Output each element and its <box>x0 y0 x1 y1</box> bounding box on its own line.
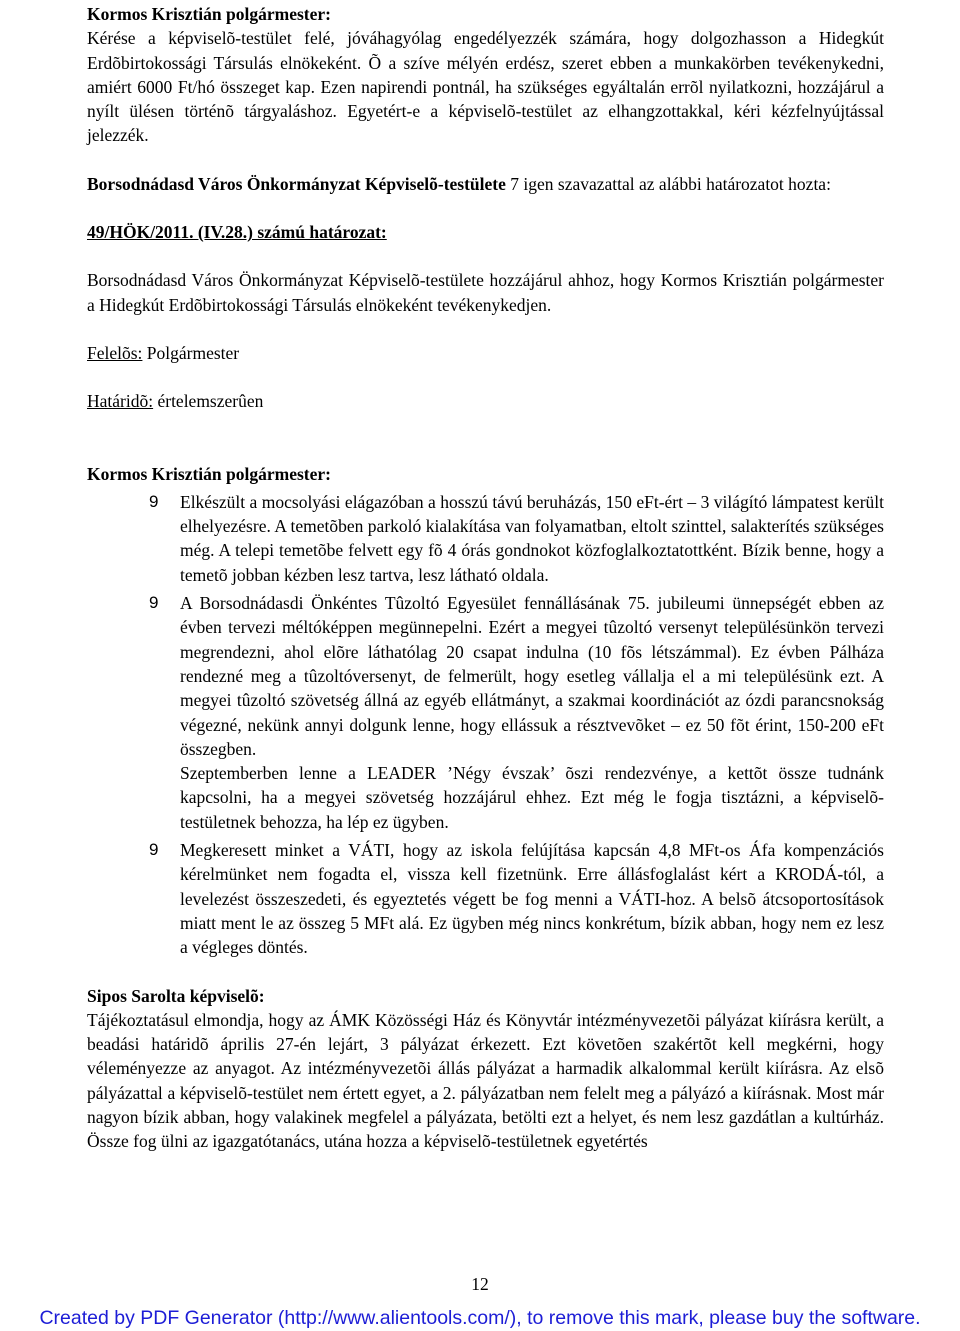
vote-statement <box>87 172 884 196</box>
deadline-label: Határidõ: <box>87 391 154 412</box>
deadline-line <box>87 389 884 413</box>
list-item <box>87 490 884 587</box>
responsible-label: Felelõs: <box>87 342 143 363</box>
generator-watermark: Created by PDF Generator (http://www.alientools.com/), to remove this mark, please buy the software. <box>39 1307 921 1329</box>
list-item-text: Elkészült a mocsolyási elágazóban a hosszú távú beruházás, 150 eFt-ért – 3 világító lámpatest került elhelyezésre. A temetõben parkoló kialakítása van folyamatban, eltolt szinttel, salakterítés szükséges még. A telepi temetõbe felvett egy fõ 4 órás gondnokot közfoglalkoztatottként. Bízik benne, hogy a temetõ jobban kézben lesz tartva, lesz látható oldala. <box>180 491 884 585</box>
paragraph: Kérése a képviselõ-testület felé, jóváhagyólag engedélyezzék számára, hogy dolgozhasson a Hidegkút Erdõbirtokossági Társulás elnökeként. Õ a szíve mélyén erdész, szeret ebben a munkakörben tevékenykedni, amiért 6000 Ft/hó összeget kap. Ezen napirendi pontnál, ha szükséges egyáltalán errõl nyilatkozni, hozzájárul a nyílt ülésen történõ tárgyaláshoz. Egyetért-e a képviselõ-testület az elhangzottakkal, kéri kézfelnyújtással jelezzék. <box>87 28 884 146</box>
bullet-marker: 9 <box>149 491 159 511</box>
bullet-marker: 9 <box>149 840 159 860</box>
list-item-text: A Borsodnádasdi Önkéntes Tûzoltó Egyesület fennállásának 75. jubileumi ünnepségét ebben az évben tervezi méltóképpen megünnepelni. Ezért a megyei tûzoltó versenyt településünkön tervezi megrendezni, ahol elõre láthatólag 20 csapat indulna (10 fõs létszámmal). Ez évben Pálháza rendezné meg a tûzoltóversenyt, de felmerült, hogy esetleg vállalja el a mi településünk ezt. A megyei tûzoltó szövetség állná az egyéb ellátmányt, a szakmai koordinációt az ózdi parancsnokság végezné, nekünk annyi dolgunk lenne, hogy ellássuk a résztvevõket – ez 50 fõt érint, 150-200 eFt összegben. <box>180 593 884 759</box>
section-councillor <box>87 984 884 1154</box>
council-name: Borsodnádasd Város Önkormányzat Képviselõ-testülete <box>87 173 506 194</box>
document-page <box>87 0 884 1154</box>
vote-text: 7 igen szavazattal az alábbi határozatot hozta: <box>505 173 831 194</box>
section-mayor-report <box>87 462 884 960</box>
list-item-text: Megkeresett minket a VÁTI, hogy az iskola felújítása kapcsán 4,8 MFt-os Áfa kompenzációs kérelmünket nem fogadta el, vissza kell fizetnünk. Erre állásfoglalást kért a KRODÁ-tól, a levelezést összeszedeti, és egyeztetés végett be fog menni a VÁTI-hoz. A belsõ átcsoportosítások miatt ment le az összeg 5 MFt alá. Ez ügyben még nincs konkrétum, bízik abban, hogy nem ez lesz a végleges döntés. <box>180 840 884 958</box>
resolution-text: Borsodnádasd Város Önkormányzat Képviselõ-testülete hozzájárul ahhoz, hogy Kormos Krisztián polgármester a Hidegkút Erdõbirtokossági Társulás elnökeként tevékenykedjen. <box>87 270 884 315</box>
paragraph: Tájékoztatásul elmondja, hogy az ÁMK Közösségi Ház és Könyvtár intézményvezetõi pályázat kiírásra került, a beadási határidõ április 27-én lejárt, 3 pályázat érkezett. Ezt követõen szakértõt kell megkérni, hogy véleményezze az anyagot. Az intézményvezetõi állás pályázat a harmadik alkalommal került kiírásra. Az elsõ pályázattal a képviselõ-testület nem értett egyet, a 2. pályázatban nem felelt meg a pályázó a kiírásnak. Most már nagyon bízik abban, hogy valakinek megfelel a pályázata, betölti ezt a helyet, és nem lesz gazdátlan a kultúrház. Össze fog ülni az igazgatótanács, utána hozza a képviselõ-testületnek egyetértés <box>87 1009 884 1152</box>
report-list <box>87 490 884 960</box>
list-item <box>87 838 884 959</box>
section-mayor-request <box>87 2 884 148</box>
responsible-value: Polgármester <box>142 342 240 363</box>
responsible-line <box>87 341 884 365</box>
speaker-heading: Sipos Sarolta képviselõ: <box>87 985 265 1006</box>
list-item-text: Szeptemberben lenne a LEADER ’Négy évszak’ õszi rendezvénye, a kettõt össze tudnánk kapcsolni, ha a megyei szövetség hozzájárul ehhez. Ezt még le fogja tisztázni, a képviselõ-testületnek behozza, ha lép ez ügyben. <box>180 763 884 832</box>
speaker-heading: Kormos Krisztián polgármester: <box>87 463 331 484</box>
bullet-marker: 9 <box>149 593 159 613</box>
list-item <box>87 591 884 834</box>
deadline-value: értelemszerûen <box>153 391 264 412</box>
page-number: 12 <box>471 1274 489 1294</box>
speaker-heading: Kormos Krisztián polgármester: <box>87 4 331 24</box>
resolution-number: 49/HÖK/2011. (IV.28.) számú határozat: <box>87 222 387 243</box>
